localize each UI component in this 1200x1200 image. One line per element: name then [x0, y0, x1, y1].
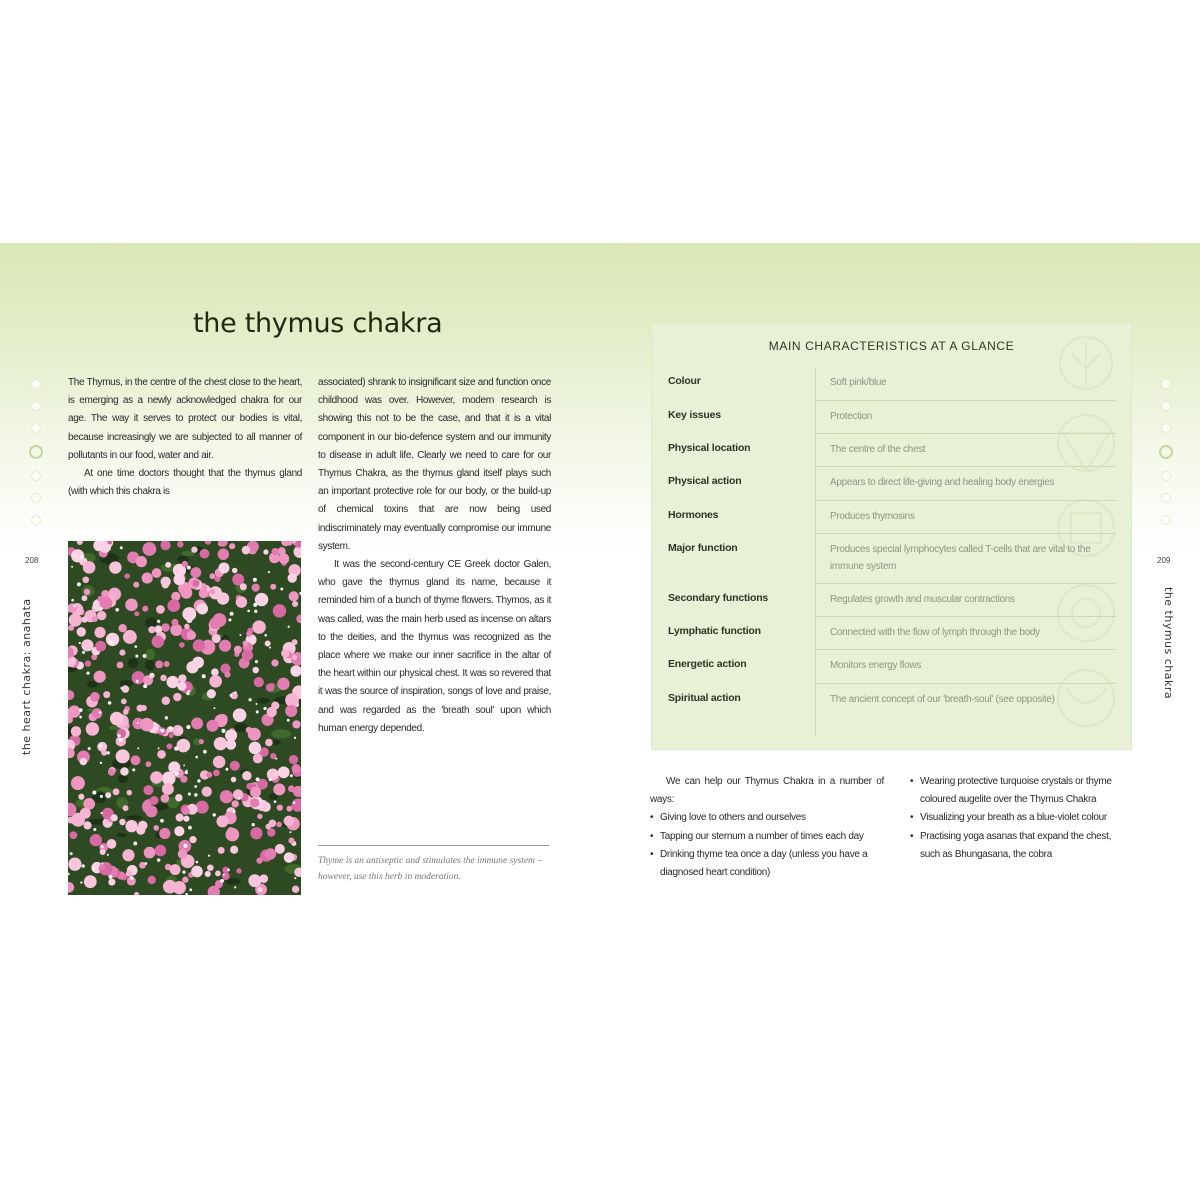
table-row-divider — [814, 400, 1116, 401]
caption-divider — [318, 845, 549, 846]
row-label: Lymphatic function — [668, 625, 761, 637]
thyme-flowers-image — [68, 541, 301, 895]
table-row-divider — [814, 683, 1116, 684]
chakra-dot-3 — [31, 423, 41, 433]
table-title: MAIN CHARACTERISTICS AT A GLANCE — [768, 339, 1015, 353]
table-row-divider — [814, 533, 1116, 534]
table-row-divider — [814, 433, 1116, 434]
tips-column-1 — [650, 773, 884, 882]
chakra-dot-5 — [1161, 471, 1171, 481]
tips-list-2 — [910, 773, 1124, 864]
characteristics-table — [651, 322, 1132, 750]
row-value: Appears to direct life-giving and healing body energies — [830, 477, 1055, 488]
row-value: Soft pink/blue — [830, 377, 887, 388]
chakra-dot-2 — [31, 401, 41, 411]
paragraph: associated) shrank to insignificant size and function once childhood was over. However, modern research is showing this not to be the case, and that it is a vital component in our bio-defence system and our immunity to disease in adult life. Clearly we need to care for our Thymus Chakra, as the thymus gland itself plays such an important protective role for our body, or the build-up of chemical toxins that are now being used indiscriminately may eventually compromise our immune system. — [318, 377, 551, 552]
row-value: Connected with the flow of lymph through the body — [830, 627, 1040, 638]
row-value: The centre of the chest — [830, 444, 926, 455]
list-item: • Giving love to others and ourselves — [660, 809, 884, 827]
row-label: Physical action — [668, 475, 742, 487]
row-label: Spiritual action — [668, 692, 741, 704]
chakra-dot-5 — [31, 471, 41, 481]
paragraph: At one time doctors thought that the thymus gland (with which this chakra is — [68, 468, 302, 498]
row-label: Key issues — [668, 409, 721, 421]
tips-intro: We can help our Thymus Chakra in a number of ways: — [650, 776, 884, 806]
page-number-left: 208 — [25, 556, 39, 565]
chakra-dot-1 — [1161, 379, 1171, 389]
row-label: Major function — [668, 542, 738, 554]
table-row-divider — [814, 500, 1116, 501]
row-label: Energetic action — [668, 658, 747, 670]
chakra-dot-7 — [1161, 515, 1171, 525]
left-chakra-dots — [29, 379, 43, 537]
row-value: Produces special lymphocytes called T-cells that are vital to the immune system — [830, 544, 1091, 572]
running-head-right: the thymus chakra — [1162, 587, 1175, 700]
list-item: • Visualizing your breath as a blue-violet colour — [920, 809, 1124, 827]
table-column-divider — [815, 367, 816, 737]
photo-caption: Thyme is an antiseptic and stimulates the immune system – however, use this herb in moderation. — [318, 856, 543, 882]
row-label: Colour — [668, 375, 701, 387]
chakra-dot-current — [29, 445, 43, 459]
row-value: The ancient concept of our 'breath-soul' (see opposite) — [830, 694, 1055, 705]
chakra-dot-6 — [1161, 493, 1171, 503]
paragraph: The Thymus, in the centre of the chest close to the heart, is emerging as a newly acknowledged chakra for our age. The way it serves to protect our bodies is vital, because increasingly we are subjected to all manner of pollutants in our food, water and air. — [68, 377, 302, 461]
tips-list-1 — [650, 809, 884, 882]
chakra-dot-2 — [1161, 401, 1171, 411]
list-item: • Tapping our sternum a number of times each day — [660, 828, 884, 846]
row-value: Regulates growth and muscular contractions — [830, 594, 1015, 605]
row-label: Secondary functions — [668, 592, 769, 604]
chakra-dot-3 — [1161, 423, 1171, 433]
chakra-dot-1 — [31, 379, 41, 389]
table-row-divider — [814, 583, 1116, 584]
body-column-2 — [318, 374, 551, 738]
chakra-dot-6 — [31, 493, 41, 503]
row-label: Hormones — [668, 509, 719, 521]
list-item: • Practising yoga asanas that expand the chest, such as Bhungasana, the cobra — [920, 828, 1124, 864]
row-label: Physical location — [668, 442, 751, 454]
paragraph: It was the second-century CE Greek doctor Galen, who gave the thymus gland its name, because it reminded him of a bunch of thyme flowers. Thymos, as it was called, was the main herb used as incense on altars to the deities, and the thymus was recognized as the place where we make our inner sacrifice in the altar of the heart within our physical chest. It was so revered that it was the source of inspiration, songs of love and praise, and was regarded as the 'breath soul' upon which human energy depended. — [318, 559, 551, 734]
running-head-left: the heart chakra: anahata — [20, 598, 33, 755]
row-value: Produces thymosins — [830, 511, 915, 522]
right-chakra-dots — [1159, 379, 1173, 537]
list-item: • Wearing protective turquoise crystals or thyme coloured augelite over the Thymus Chakra — [920, 773, 1124, 809]
table-row-divider — [814, 466, 1116, 467]
table-row-divider — [814, 649, 1116, 650]
list-item: • Drinking thyme tea once a day (unless you have a diagnosed heart condition) — [660, 846, 884, 882]
tips-column-2 — [910, 773, 1124, 864]
table-row-divider — [814, 616, 1116, 617]
thyme-flowers-photo — [68, 541, 301, 895]
body-column-1 — [68, 374, 302, 501]
row-value: Protection — [830, 411, 873, 422]
chakra-dot-current — [1159, 445, 1173, 459]
page-title: the thymus chakra — [193, 308, 443, 339]
page-number-right: 209 — [1157, 556, 1171, 565]
chakra-dot-7 — [31, 515, 41, 525]
row-value: Monitors energy flows — [830, 660, 921, 671]
